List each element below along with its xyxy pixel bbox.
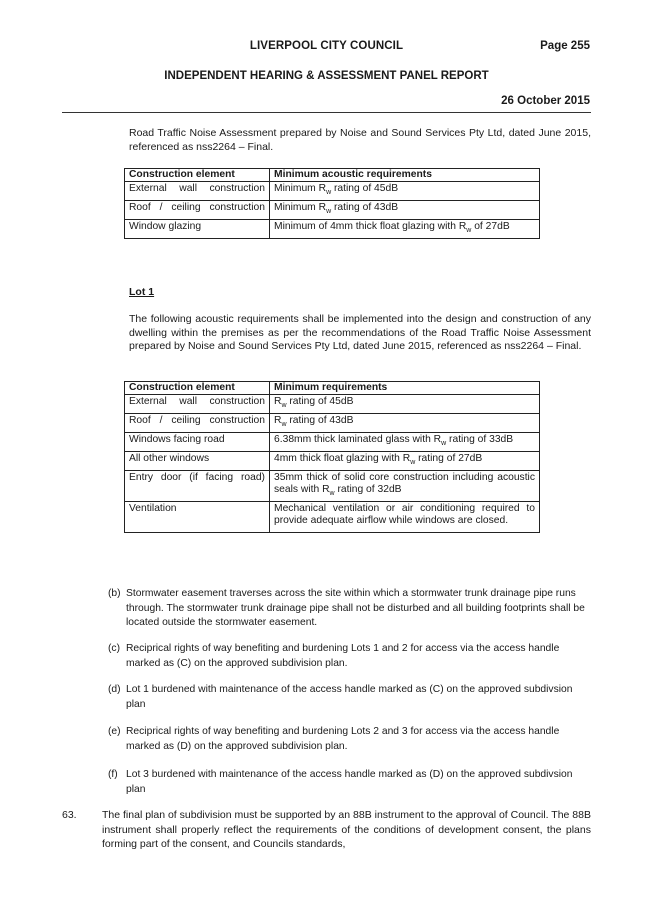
requirement-cell: Minimum $R_w$ rating of 43dB (270, 201, 540, 220)
condition-item-b (108, 587, 591, 631)
table-row (125, 433, 540, 452)
lot-heading: Lot 1 (129, 286, 155, 298)
table-row (125, 452, 540, 471)
minimum-requirements-table (124, 381, 540, 533)
table-row (125, 201, 540, 220)
construction-element-cell: Windows facing road (125, 433, 270, 452)
table-header-row (125, 382, 540, 395)
condition-text: The final plan of subdivision must be supported by an 88B instrument to the approval of Council. The 88B instrument shall properly reflect the requirements of the conditions of development consent, the plans forming part of the consent, and Councils standards, (102, 809, 591, 850)
construction-element-cell: Roof / ceiling construction (125, 201, 270, 220)
column-header: Minimum acoustic requirements (270, 169, 540, 182)
table-row (125, 414, 540, 433)
condition-number: 63. (62, 809, 77, 821)
condition-item-f (108, 768, 591, 797)
requirement-cell: Minimum of 4mm thick float glazing with $R_w$ of 27dB (270, 220, 540, 239)
condition-item-c (108, 642, 591, 671)
condition-item-e (108, 725, 591, 754)
page-number: Page 255 (540, 40, 590, 52)
intro-continuation: Road Traffic Noise Assessment prepared by Noise and Sound Services Pty Ltd, dated June 2015, referenced as nss2264 – Final. (129, 127, 591, 153)
construction-element-cell: Ventilation (125, 502, 270, 533)
construction-element-cell: External wall construction (125, 395, 270, 414)
item-text: Reciprical rights of way benefiting and burdening Lots 2 and 3 for access via the access handle marked as (D) on the approved subdivision plan. (126, 726, 560, 752)
column-header: Construction element (125, 382, 270, 395)
item-label: (f) (108, 769, 118, 780)
condition-item-d (108, 683, 591, 712)
item-text: Reciprical rights of way benefiting and burdening Lots 1 and 2 for access via the access handle marked as (C) on the approved subdivision plan. (126, 643, 560, 669)
council-name: LIVERPOOL CITY COUNCIL (249, 40, 404, 52)
table-row (125, 182, 540, 201)
condition-63 (62, 808, 591, 852)
column-header: Minimum requirements (270, 382, 540, 395)
requirement-cell: Mechanical ventilation or air conditioning required to provide adequate airflow while windows are closed. (270, 502, 540, 533)
construction-element-cell: Roof / ceiling construction (125, 414, 270, 433)
requirement-cell: Minimum $R_w$ rating of 45dB (270, 182, 540, 201)
table-row (125, 502, 540, 533)
requirement-cell: $R_w$ rating of 45dB (270, 395, 540, 414)
construction-element-cell: All other windows (125, 452, 270, 471)
header-divider (62, 112, 591, 113)
construction-element-cell: External wall construction (125, 182, 270, 201)
item-text: Stormwater easement traverses across the site within which a stormwater trunk drainage pipe runs through. The stormwater trunk drainage pipe shall not be disturbed and all building footprints shall be located outside the stormwater easement. (126, 588, 585, 628)
requirement-cell: 35mm thick of solid core construction including acoustic seals with $R_w$ rating of 32dB (270, 471, 540, 502)
item-text: Lot 3 burdened with maintenance of the access handle marked as (D) on the approved subdivsion plan (126, 769, 573, 795)
item-label: (e) (108, 726, 121, 737)
table-row (125, 220, 540, 239)
report-title: INDEPENDENT HEARING & ASSESSMENT PANEL REPORT (164, 70, 489, 82)
table-row (125, 395, 540, 414)
table-row (125, 471, 540, 502)
construction-element-cell: Entry door (if facing road) (125, 471, 270, 502)
item-text: Lot 1 burdened with maintenance of the access handle marked as (C) on the approved subdivsion plan (126, 684, 573, 710)
lot-paragraph: The following acoustic requirements shall be implemented into the design and construction of any dwelling within the premises as per the recommendations of the Road Traffic Noise Assessment prepared by Noise and Sound Services Pty Ltd, dated June 2015, referenced as nss2264 – Final. (129, 313, 591, 352)
requirement-cell: 4mm thick float glazing with $R_w$ rating of 27dB (270, 452, 540, 471)
report-date: 26 October 2015 (501, 95, 590, 107)
item-label: (d) (108, 684, 121, 695)
construction-element-cell: Window glazing (125, 220, 270, 239)
requirement-cell: 6.38mm thick laminated glass with $R_w$ rating of 33dB (270, 433, 540, 452)
requirement-cell: $R_w$ rating of 43dB (270, 414, 540, 433)
acoustic-requirements-table (124, 168, 540, 239)
item-label: (c) (108, 643, 121, 654)
column-header: Construction element (125, 169, 270, 182)
item-label: (b) (108, 588, 121, 599)
table-header-row (125, 169, 540, 182)
